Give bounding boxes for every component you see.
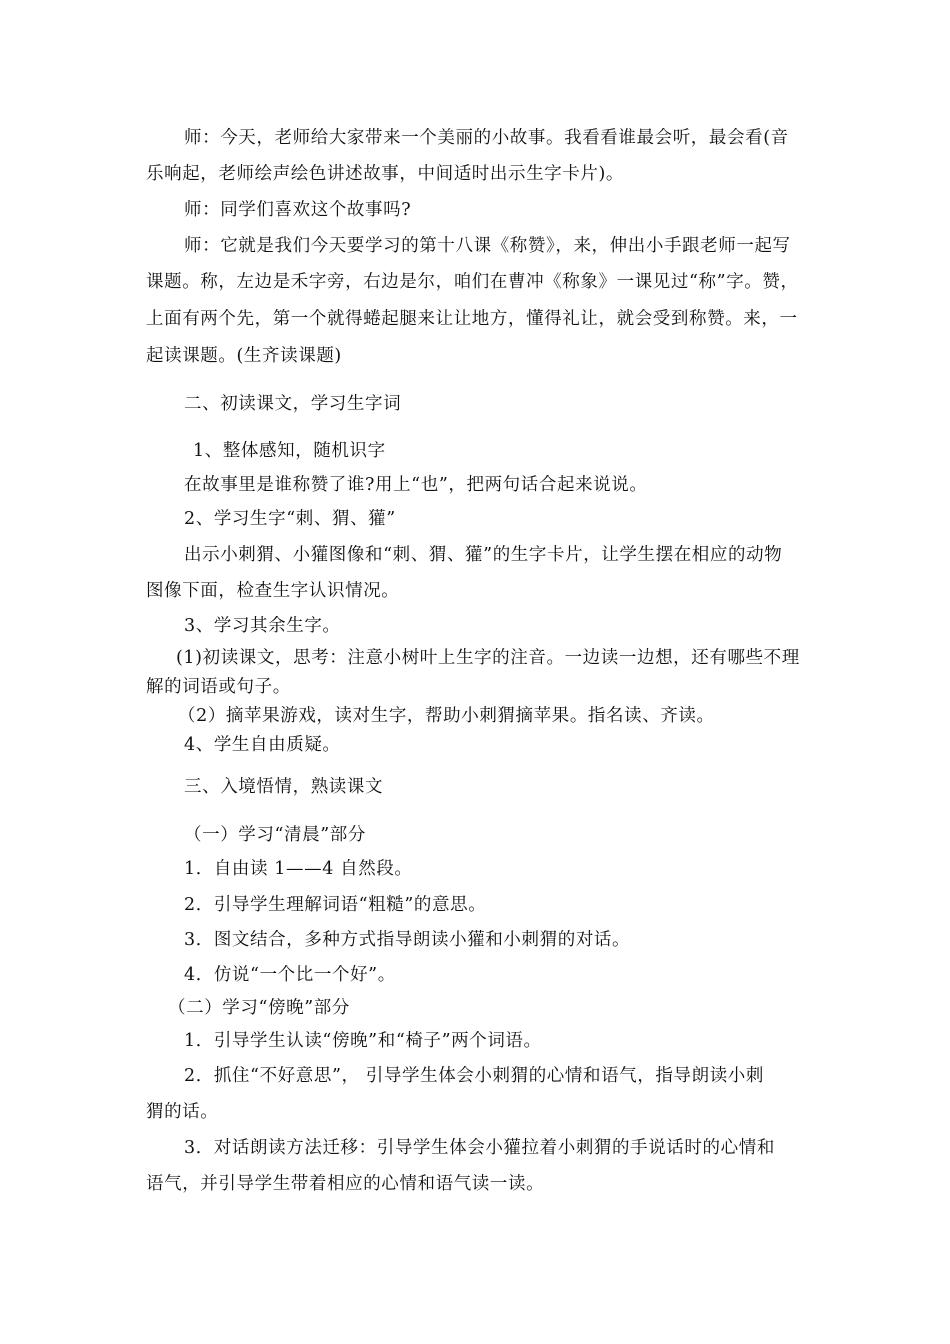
subsection-heading: （二）学习“傍晚”部分	[168, 998, 350, 1018]
subsection-heading: 3、学习其余生字。	[184, 616, 341, 636]
paragraph-line: 师：同学们喜欢这个故事吗?	[184, 200, 412, 220]
list-item: 3．图文结合，多种方式指导朗读小獾和小刺猬的对话。	[184, 930, 631, 950]
paragraph-line: 师：它就是我们今天要学习的第十八课《称赞》，来，伸出小手跟老师一起写	[184, 236, 791, 256]
section-heading: 三、入境悟情，熟读课文	[184, 777, 384, 797]
list-item: 4．仿说“一个比一个好”。	[184, 965, 396, 985]
paragraph-line: 解的词语或句子。	[146, 677, 291, 697]
paragraph-line: 上面有两个先，第一个就得蜷起腿来让让地方，懂得礼让，就会受到称赞。来，一	[146, 309, 798, 329]
subsection-heading: 1、整体感知，随机识字	[193, 441, 386, 461]
paragraph-line: （2）摘苹果游戏，读对生字，帮助小刺猬摘苹果。指名读、齐读。	[178, 706, 715, 726]
paragraph-line: 起读课题。(生齐读课题)	[146, 346, 342, 366]
paragraph-line: 猬的话。	[146, 1102, 219, 1122]
list-item: 3．对话朗读方法迁移：引导学生体会小獾拉着小刺猬的手说话时的心情和	[184, 1138, 775, 1158]
list-item: 1．引导学生认读“傍晚”和“椅子”两个词语。	[184, 1031, 542, 1051]
paragraph-line: 图像下面，检查生字认识情况。	[146, 581, 400, 601]
paragraph-line: 语气，并引导学生带着相应的心情和语气读一读。	[146, 1174, 545, 1194]
subsection-heading: 4、学生自由质疑。	[184, 735, 341, 755]
subsection-heading: （一）学习“清晨”部分	[184, 825, 366, 845]
subsection-heading: 2、学习生字“刺、猬、獾”	[184, 509, 396, 529]
paragraph-line: (1)初读课文，思考：注意小树叶上生字的注音。一边读一边想，还有哪些不理	[176, 648, 800, 668]
section-heading: 二、初读课文，学习生字词	[184, 394, 402, 414]
paragraph-line: 乐响起，老师绘声绘色讲述故事，中间适时出示生字卡片)。	[146, 164, 625, 184]
paragraph-line: 出示小刺猬、小獾图像和“刺、猬、獾”的生字卡片，让学生摆在相应的动物	[184, 545, 783, 565]
list-item: 2．引导学生理解词语“粗糙”的意思。	[184, 895, 487, 915]
paragraph-line: 师：今天，老师给大家带来一个美丽的小故事。我看看谁最会听，最会看(音	[184, 128, 789, 148]
list-item: 1．自由读 1——4 自然段。	[184, 859, 413, 879]
paragraph-line: 课题。称，左边是禾字旁，右边是尔，咱们在曹冲《称象》一课见过“称”字。赞，	[146, 272, 799, 292]
paragraph-line: 在故事里是谁称赞了谁?用上“也”，把两句话合起来说说。	[184, 475, 648, 495]
list-item: 2．抓住“不好意思”， 引导学生体会小刺猬的心情和语气，指导朗读小刺	[184, 1066, 764, 1086]
